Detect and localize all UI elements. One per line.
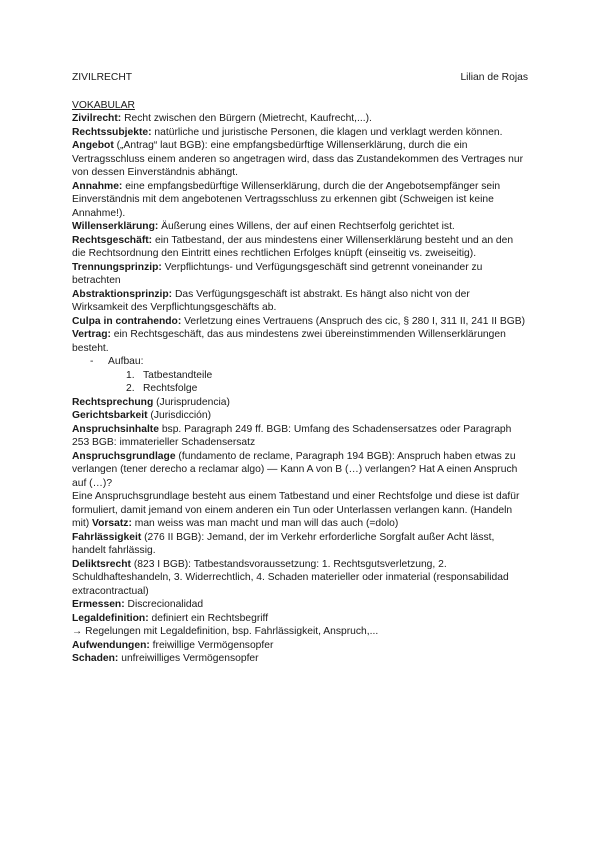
entry-gerichtsbarkeit: Gerichtsbarkeit (Jurisdicción) [72,410,212,421]
entry-zivilrecht: Zivilrecht: Recht zwischen den Bürgern (Mietrecht, Kaufrecht,...). [72,113,372,124]
entry-rechtsgeschaeft: Rechtsgeschäft: ein Tatbestand, der aus mindestens einer Willenserklärung besteht und an den die Rechtsordnung den Eintritt eines rechtlichen Erfolges knüpft (einseitig vs. zweiseitig). [72,234,514,259]
author-name: Lilian de Rojas [460,72,528,83]
entry-rechtsprechung: Rechtsprechung (Jurisprudencia) [72,396,230,408]
entry-fahrlaessigkeit: Fahrlässigkeit (276 II BGB): Jemand, der im Verkehr erforderliche Sorgfalt außer Acht lässt, handelt fahrlässig. [72,531,495,556]
entry-abstraktionsprinzip: Abstraktionsprinzip: Das Verfügungsgeschäft ist abstrakt. Es hängt also nicht von der Wirksamkeit des Verpflichtungsgeschäfts ab. [72,288,470,313]
page-header [72,71,528,85]
entry-culpa-in-contrahendo: Culpa in contrahendo: Verletzung eines Vertrauens (Anspruch des cic, § 280 I, 311 II, 241 II BGB) [72,315,526,327]
ordered-list-item: 1. Tatbestandteile [126,369,213,381]
arrow-line: → Regelungen mit Legaldefinition, bsp. Fahrlässigkeit, Anspruch,... [72,626,379,637]
ordered-list-item: 2. Rechtsfolge [126,383,198,394]
entry-annahme: Annahme: eine empfangsbedürftige Willenserklärung, durch die der Angebotsempfänger sein Einverständnis mit dem angebotenen Vertragsschluss zu erkennen gibt (Schweigen ist keine Annahme!). [72,180,501,219]
entry-legaldefinition: Legaldefinition: definiert ein Rechtsbegriff [72,612,269,624]
entry-anspruchsinhalte: Anspruchsinhalte bsp. Paragraph 249 ff. BGB: Umfang des Schadensersatzes oder Paragraph 253 BGB: immaterieller Schadensersatz [72,423,512,448]
entry-aufwendungen: Aufwendungen: freiwillige Vermögensopfer [72,639,274,651]
entry-ermessen: Ermessen: Discrecionalidad [72,599,204,610]
section-title: VOKABULAR [72,99,135,111]
document-title: ZIVILRECHT [72,72,133,83]
entry-willenserklaerung: Willenserklärung: Äußerung eines Willens, der auf einen Rechtserfolg gerichtet ist. [72,221,455,232]
entry-deliktsrecht: Deliktsrecht (823 I BGB): Tatbestandsvoraussetzung: 1. Rechtsgutsverletzung, 2. Schuldhafteshandeln, 3. Widerrechtlich, 4. Schaden materieller oder inmaterial (responsabilidad extracontractual) [72,558,509,597]
entry-anspruchsgrundlage: Anspruchsgrundlage (fundamento de reclame, Paragraph 194 BGB): Anspruch haben etwas zu verlangen (tener derecho a reclamar algo) — Kann A von B (…) verlangen? Hat A einen Anspruch auf (…)? [72,450,518,489]
aufbau-list-item [72,355,528,369]
dash-bullet: - [90,356,94,367]
paragraph-anspruchsgrundlage: Eine Anspruchsgrundlage besteht aus einem Tatbestand und einer Rechtsfolge und diese ist dafür formuliert, damit jemand von einem anderen ein Tun oder Unterlassen verlangen kann. (Handeln mit) Vorsatz: man weiss was man macht und man will das auch (=dolo) [72,491,520,529]
entry-rechtssubjekte: Rechtssubjekte: natürliche und juristische Personen, die klagen und verklagt werden können. [72,126,503,138]
entry-angebot: Angebot („Antrag“ laut BGB): eine empfangsbedürftige Willenserklärung, durch die ein Vertragsschluss einem anderen so angetragen wird, dass das Zustandekommen des Vertrages nur von dessen Einverständnis abhängt. [72,140,524,178]
aufbau-label: Aufbau: [108,356,144,367]
entry-schaden: Schaden: unfreiwilliges Vermögensopfer [72,653,259,664]
entry-trennungsprinzip: Trennungsprinzip: Verpflichtungs- und Verfügungsgeschäft sind getrennt voneinander zu betrachten [72,261,483,286]
entry-vertrag: Vertrag: ein Rechtsgeschäft, das aus mindestens zwei übereinstimmenden Willenserklärungen besteht. [72,329,506,354]
